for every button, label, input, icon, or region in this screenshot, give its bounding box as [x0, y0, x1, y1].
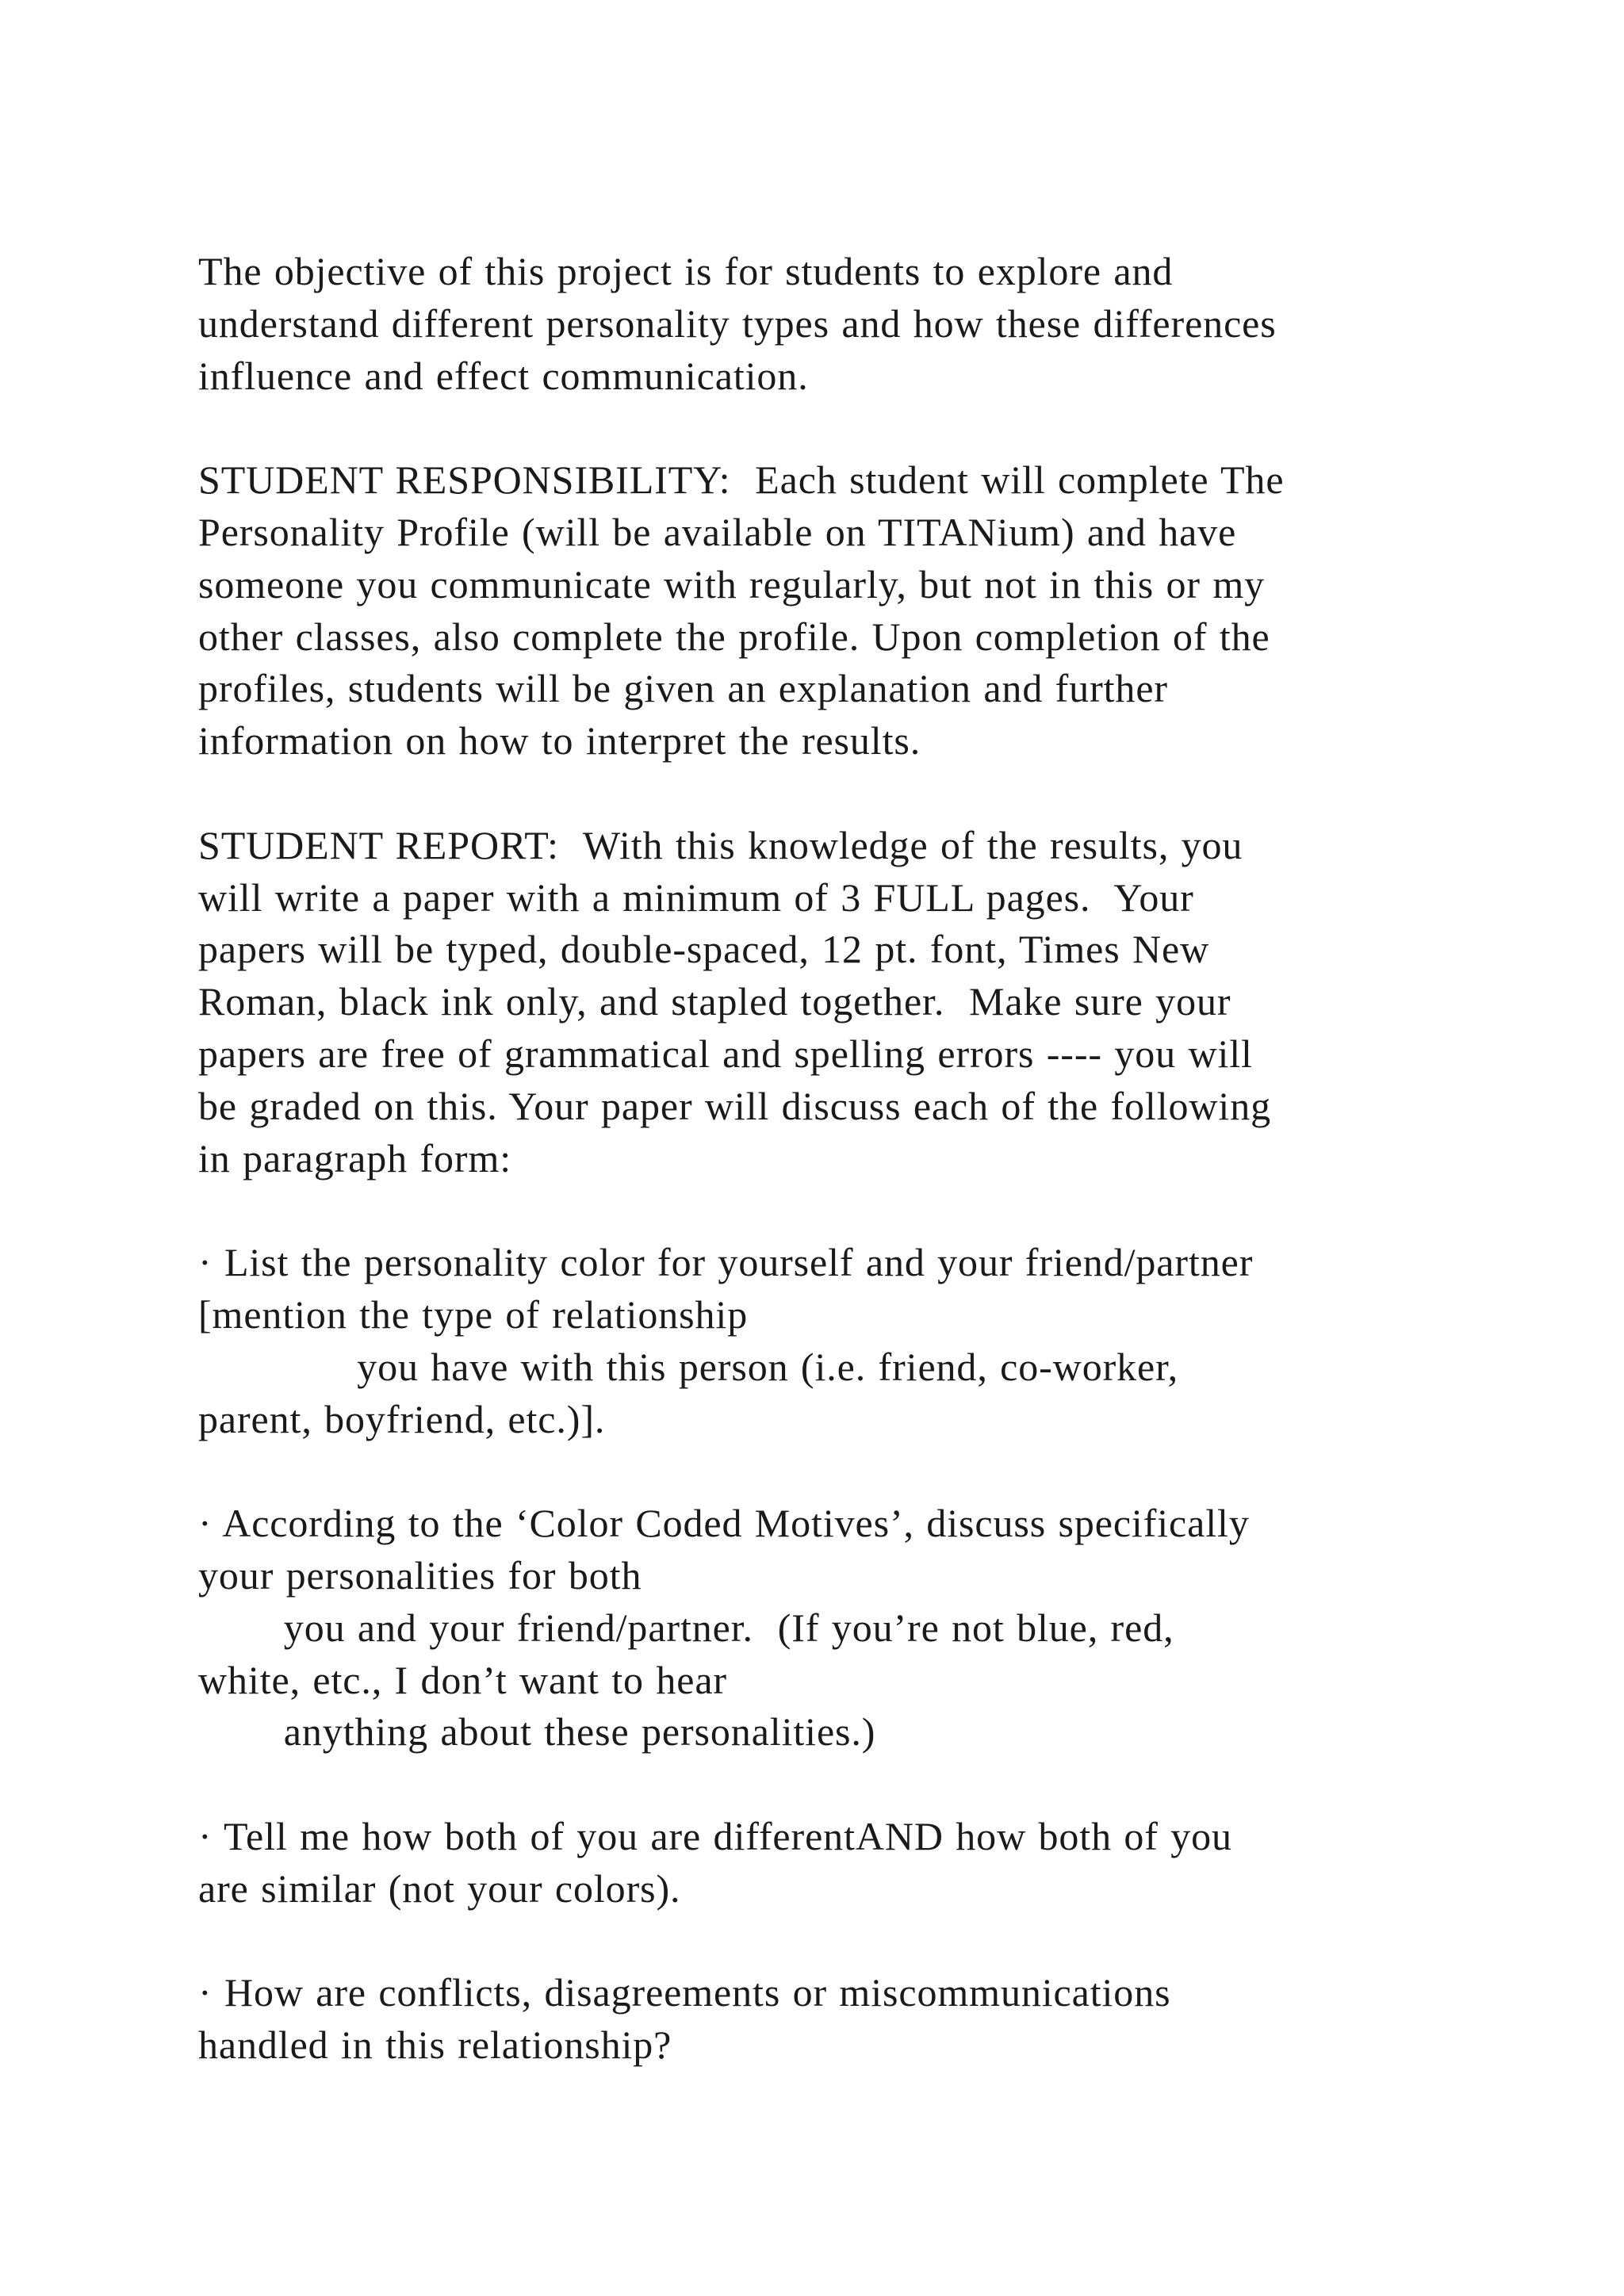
bullet-item-differences-similarities [198, 1811, 1435, 1915]
responsibility-line: other classes, also complete the profile. Upon completion of the [198, 614, 1270, 659]
report-line: papers will be typed, double-spaced, 12 pt. font, Times New [198, 927, 1210, 972]
objective-line: The objective of this project is for students to explore and [198, 249, 1174, 293]
report-line: in paragraph form: [198, 1135, 512, 1181]
document-body [198, 246, 1435, 2072]
paragraph-gap [198, 1758, 1435, 1811]
paragraph-gap [198, 1184, 1435, 1237]
student-responsibility-paragraph [198, 454, 1435, 767]
responsibility-line: information on how to interpret the results. [198, 718, 921, 763]
bullet-item-personality-color [198, 1237, 1435, 1445]
responsibility-line: profiles, students will be given an explanation and further [198, 666, 1168, 711]
objective-paragraph [198, 246, 1435, 402]
report-line: STUDENT REPORT: With this knowledge of the results, you [198, 822, 1243, 867]
responsibility-line: STUDENT RESPONSIBILITY: Each student will complete The [198, 457, 1285, 503]
bullet-line: anything about these personalities.) [198, 1709, 876, 1755]
report-line: will write a paper with a minimum of 3 FULL pages. Your [198, 874, 1194, 920]
objective-line: understand different personality types and how these differences [198, 300, 1277, 346]
bullet-line: parent, boyfriend, etc.)]. [198, 1396, 606, 1441]
bullet-item-color-coded-motives [198, 1498, 1435, 1758]
bullet-line: your personalities for both [198, 1552, 642, 1598]
bullet-line: · List the personality color for yourself and your friend/partner [198, 1240, 1254, 1285]
bullet-line: · Tell me how both of you are differentAND how both of you [198, 1813, 1232, 1858]
bullet-line: handled in this relationship? [198, 2022, 672, 2068]
objective-line: influence and effect communication. [198, 353, 809, 398]
report-line: be graded on this. Your paper will discuss each of the following [198, 1083, 1271, 1128]
paragraph-gap [198, 767, 1435, 820]
bullet-line: [mention the type of relationship [198, 1292, 749, 1337]
paragraph-gap [198, 1915, 1435, 1968]
responsibility-line: someone you communicate with regularly, but not in this or my [198, 561, 1266, 607]
bullet-line: · How are conflicts, disagreements or miscommunications [198, 1970, 1171, 2015]
student-report-paragraph [198, 820, 1435, 1185]
paragraph-gap [198, 402, 1435, 454]
report-line: Roman, black ink only, and stapled together. Make sure your [198, 979, 1231, 1024]
bullet-line: you have with this person (i.e. friend, co-worker, [198, 1344, 1179, 1389]
bullet-line: white, etc., I don’t want to hear [198, 1657, 727, 1702]
bullet-line: are similar (not your colors). [198, 1866, 681, 1911]
report-line: papers are free of grammatical and spelling errors ---- you will [198, 1031, 1253, 1076]
paragraph-gap [198, 1445, 1435, 1498]
responsibility-line: Personality Profile (will be available on TITANium) and have [198, 509, 1237, 554]
bullet-item-conflicts [198, 1967, 1435, 2072]
bullet-line: · According to the ‘Color Coded Motives’, discuss specifically [198, 1501, 1250, 1546]
bullet-line: you and your friend/partner. (If you’re not blue, red, [198, 1605, 1174, 1650]
